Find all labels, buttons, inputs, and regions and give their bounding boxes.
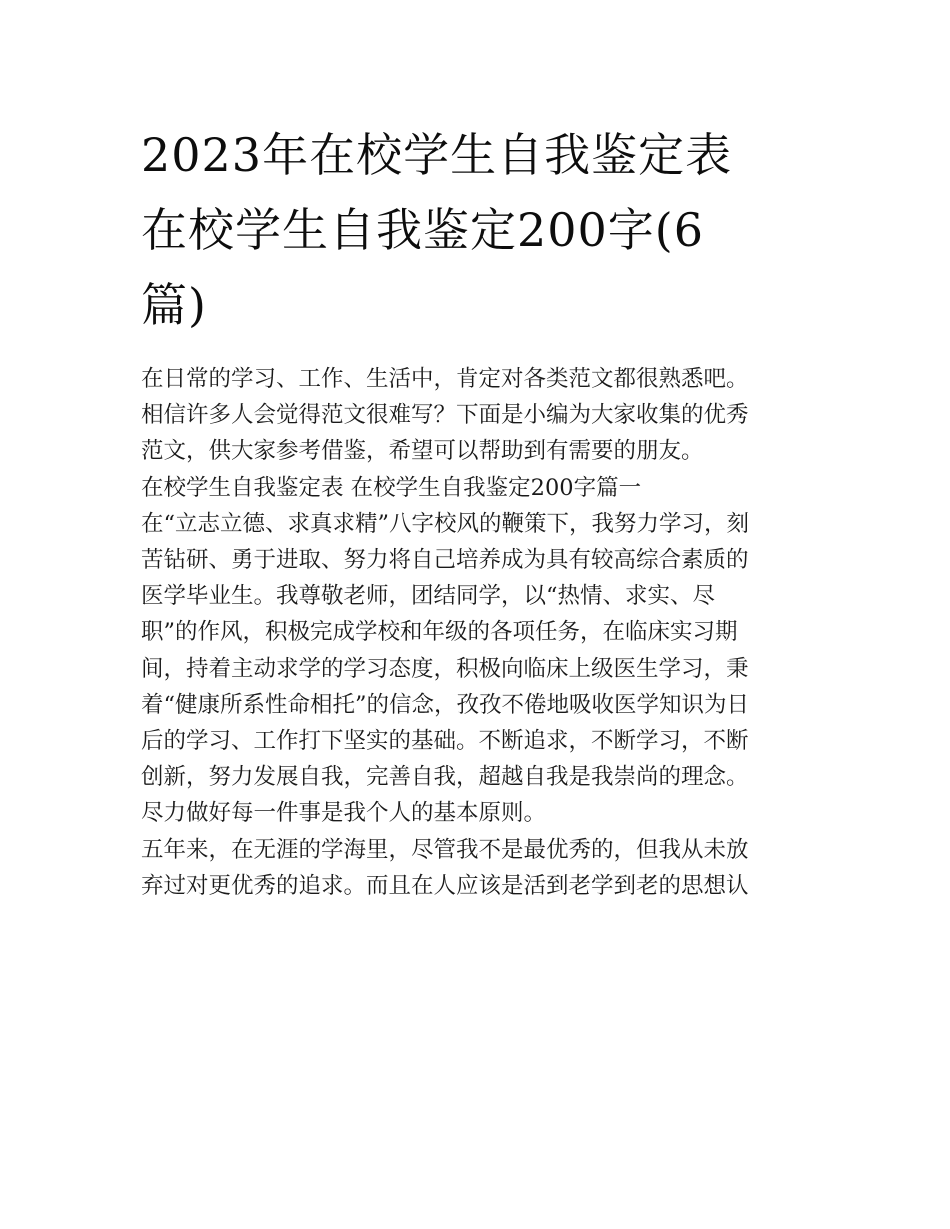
document-body <box>141 361 813 904</box>
body-paragraph-2: 五年来，在无涯的学海里，尽管我不是最优秀的，但我从未放 弃过对更优秀的追求。而且在人应该是活到老学到老的思想认 <box>141 836 749 899</box>
title-line-2: 在校学生自我鉴定200字(6 <box>141 203 705 257</box>
document-title <box>141 118 813 343</box>
section-heading: 在校学生自我鉴定表 在校学生自我鉴定200字篇一 <box>141 474 642 501</box>
intro-paragraph: 在日常的学习、工作、生活中，肯定对各类范文都很熟悉吧。 相信许多人会觉得范文很难写？下面是小编为大家收集的优秀 范文，供大家参考借鉴，希望可以帮助到有需要的朋友。 <box>141 366 749 465</box>
document-page <box>141 118 813 904</box>
title-line-3: 篇) <box>141 278 207 332</box>
body-paragraph-1: 在“立志立德、求真求精”八字校风的鞭策下，我努力学习，刻 苦钻研、勇于进取、努力将自己培养成为具有较高综合素质的 医学毕业生。我尊敬老师，团结同学，以“热情、求实、尽 职”的作风，积极完成学校和年级的各项任务，在临床实习期 间，持着主动求学的学习态度，积极向临床上级医生学习，秉 着“健康所系性命相托”的信念，孜孜不倦地吸收医学知识为日 后的学习、工作打下坚实的基础。不断追求，不断学习，不断 创新，努力发展自我，完善自我，超越自我是我崇尚的理念。 尽力做好每一件事是我个人的基本原则。 <box>141 510 750 827</box>
title-line-1: 2023年在校学生自我鉴定表 <box>141 128 733 182</box>
